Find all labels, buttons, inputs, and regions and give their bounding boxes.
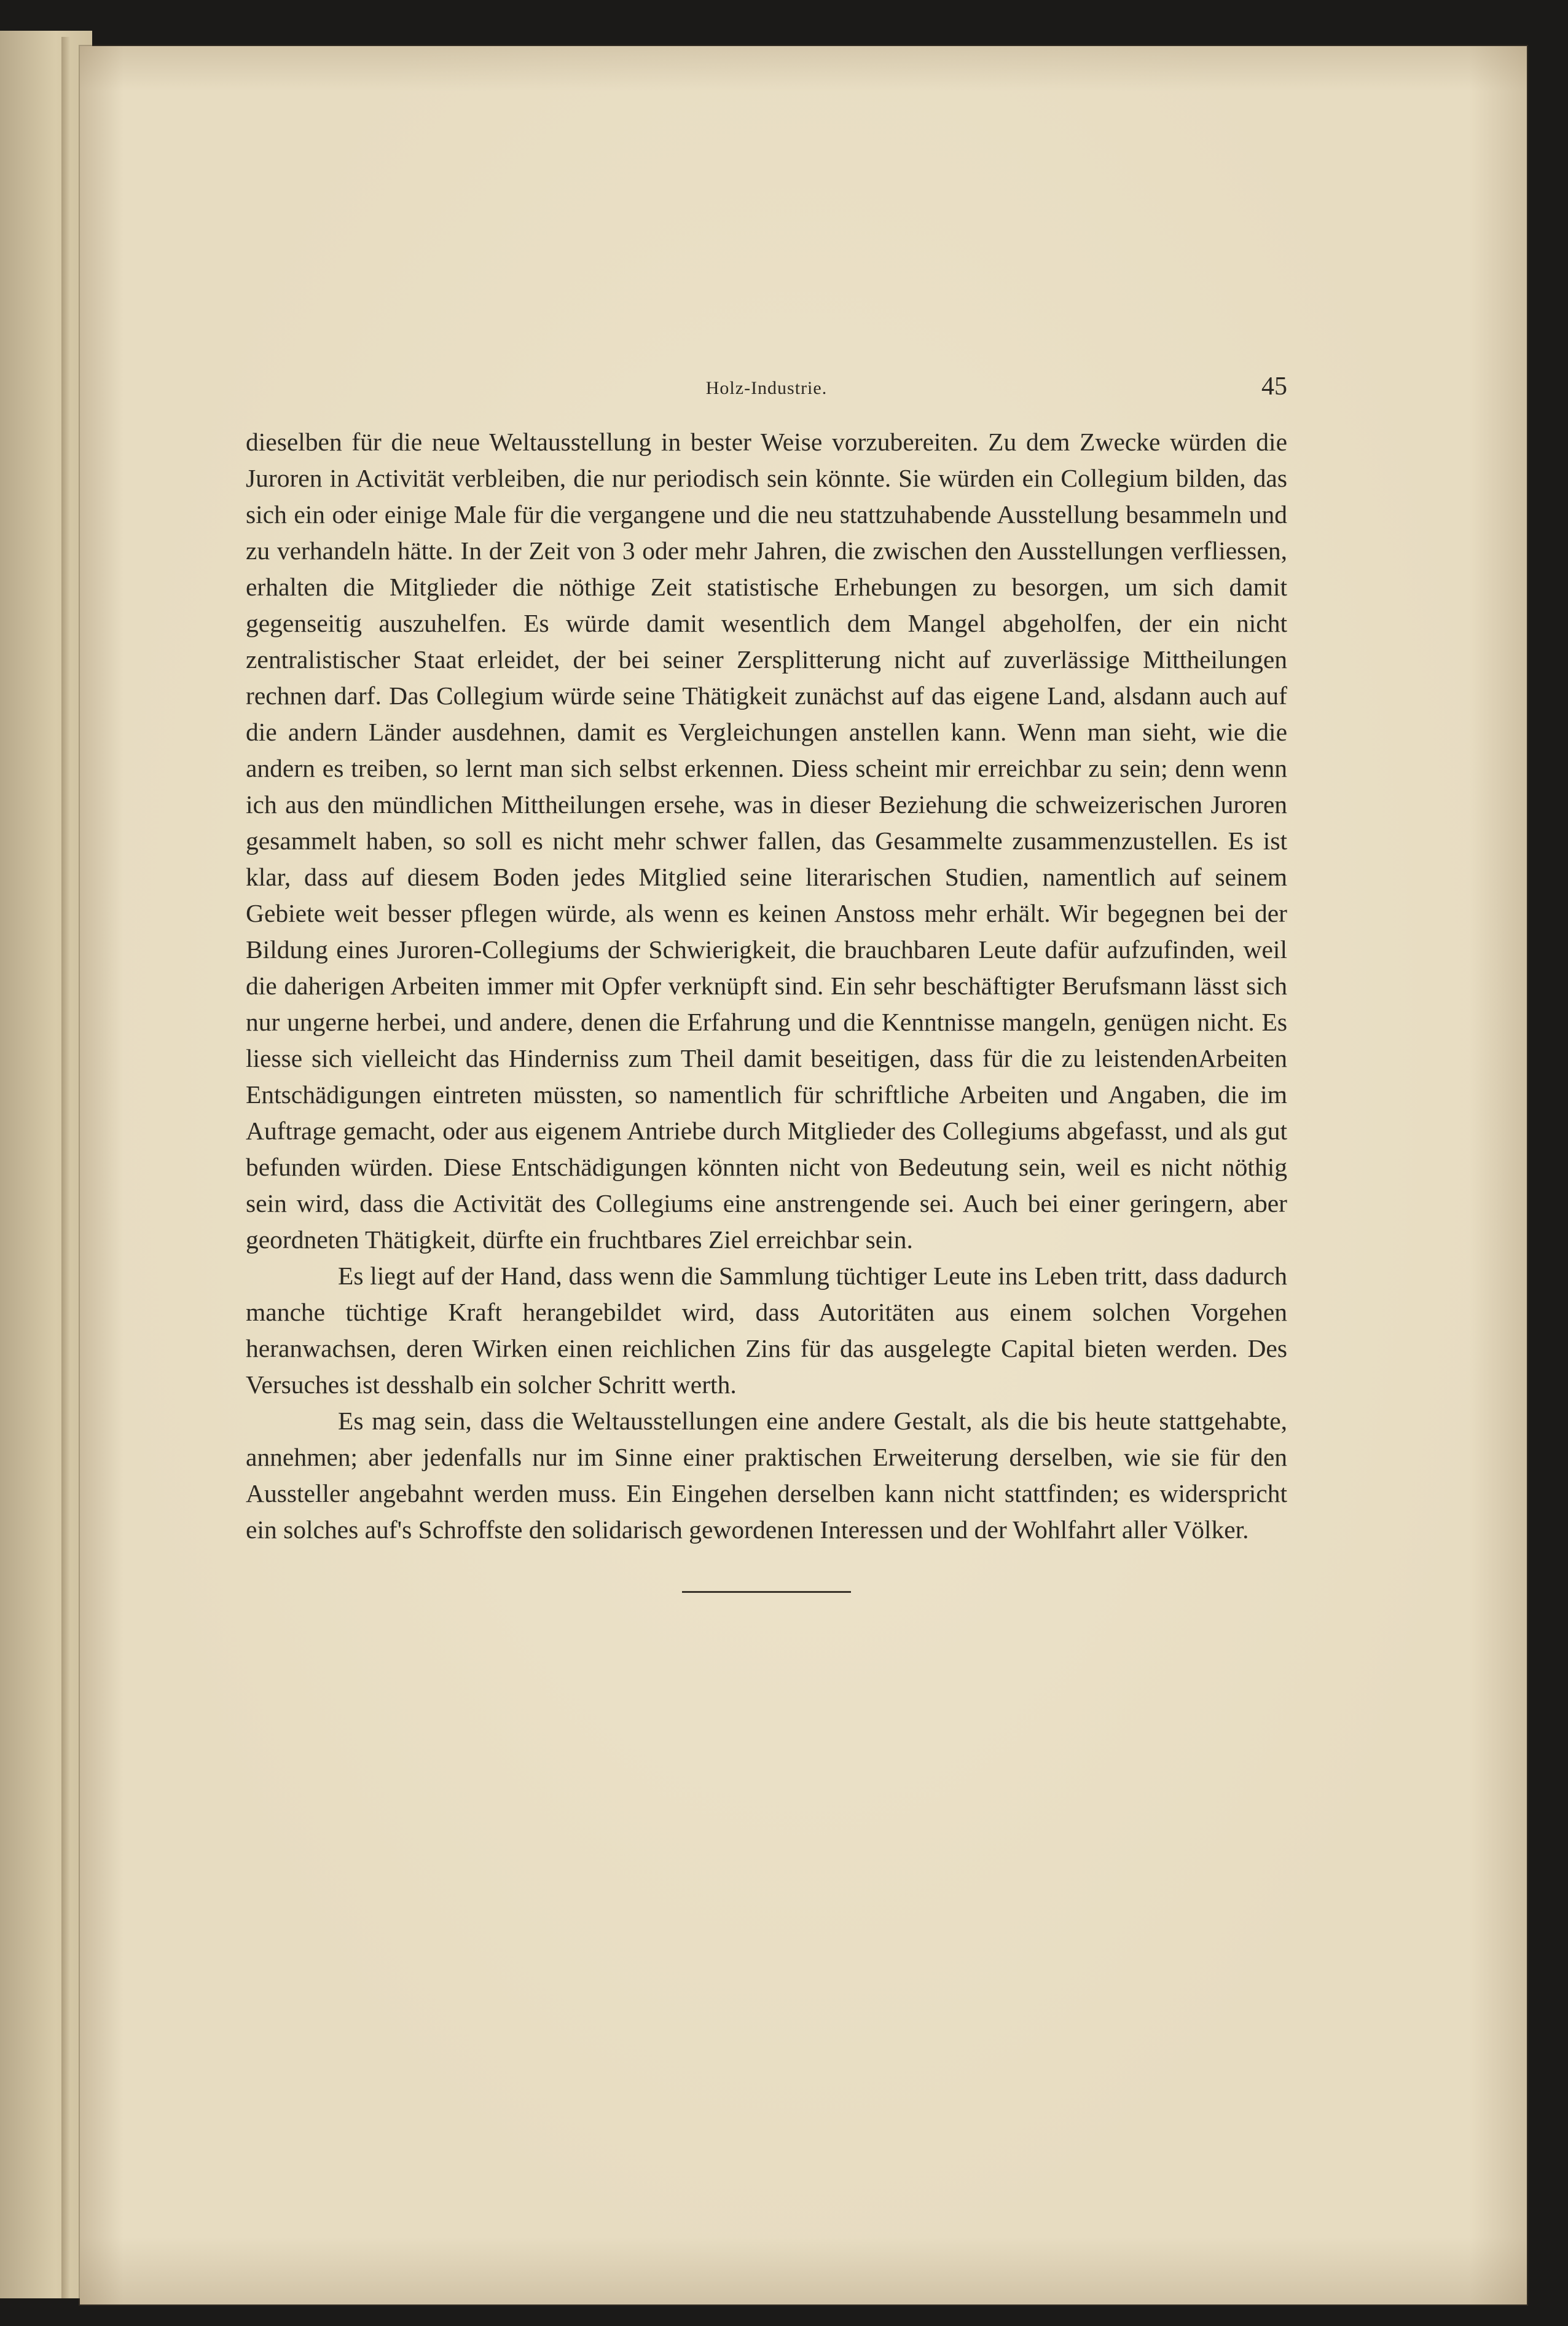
previous-page-edge: [0, 31, 92, 2298]
text-block: [246, 372, 1287, 1593]
page-number: 45: [1261, 372, 1287, 401]
running-title: Holz-Industrie.: [705, 378, 828, 398]
paragraph-3: Es mag sein, dass die Weltausstellungen eine andere Gestalt, als die bis heute stattgehabte, annehmen; aber jedenfalls nur im Sinne einer praktischen Erweiterung derselben, wie sie für den Aussteller angebahnt werden muss. Ein Eingehen derselben kann nicht stattfinden; es widerspricht ein solches auf's Schroffste den solidarisch gewordenen Interessen und der Wohlfahrt aller Völker.: [246, 1407, 1287, 1544]
end-rule: [682, 1591, 851, 1593]
running-head: [246, 372, 1287, 415]
gutter-shadow: [61, 37, 70, 2298]
book-page: [80, 46, 1527, 2304]
paragraph-2: Es liegt auf der Hand, dass wenn die Sammlung tüchtiger Leute ins Leben tritt, dass dadurch manche tüchtige Kraft herangebildet wird, dass Autoritäten aus einem solchen Vorgehen heranwachsen, deren Wirken einen reichlichen Zins für das ausgelegte Capital bieten werden. Des Versuches ist desshalb ein solcher Schritt werth.: [246, 1262, 1287, 1399]
paragraph-1: dieselben für die neue Weltausstellung in bester Weise vorzubereiten. Zu dem Zwecke würden die Juroren in Activität verbleiben, die nur periodisch sein könnte. Sie würden ein Collegium bilden, das sich ein oder einige Male für die vergangene und die neu stattzuhabende Ausstellung besammeln und zu verhandeln hätte. In der Zeit von 3 oder mehr Jahren, die zwischen den Ausstellungen verfliessen, erhalten die Mitglieder die nöthige Zeit statistische Erhebungen zu besorgen, um sich damit gegenseitig auszuhelfen. Es würde damit wesentlich dem Mangel abgeholfen, der ein nicht zentralistischer Staat erleidet, der bei seiner Zersplitterung nicht auf zuverlässige Mittheilungen rechnen darf. Das Collegium würde seine Thätigkeit zunächst auf das eigene Land, alsdann auch auf die andern Länder ausdehnen, damit es Vergleichungen anstellen kann. Wenn man sieht, wie die andern es treiben, so lernt man sich selbst erkennen. Diess scheint mir erreichbar zu sein; denn wenn ich aus den mündlichen Mittheilungen ersehe, was in dieser Beziehung die schweizerischen Juroren gesammelt haben, so soll es nicht mehr schwer fallen, das Gesammelte zusammenzustellen. Es ist klar, dass auf diesem Boden jedes Mitglied seine literarischen Studien, namentlich auf seinem Gebiete weit besser pflegen würde, als wenn es keinen Anstoss mehr erhält. Wir begegnen bei der Bildung eines Juroren-Collegiums der Schwierigkeit, die brauchbaren Leute dafür aufzufinden, weil die daherigen Arbeiten immer mit Opfer verknüpft sind. Ein sehr beschäftigter Berufsmann lässt sich nur ungerne herbei, und andere, denen die Erfahrung und die Kenntnisse mangeln, genügen nicht. Es liesse sich vielleicht das Hinderniss zum Theil damit beseitigen, dass für die zu leistendenArbeiten Entschädigungen eintreten müssten, so namentlich für schriftliche Arbeiten und Angaben, die im Auftrage gemacht, oder aus eigenem Antriebe durch Mitglieder des Collegiums abgefasst, und als gut befunden würden. Diese Entschädigungen könnten nicht von Bedeutung sein, weil es nicht nöthig sein wird, dass die Activität des Collegiums eine anstrengende sei. Auch bei einer geringern, aber geordneten Thätigkeit, dürfte ein fruchtbares Ziel erreichbar sein.: [246, 428, 1287, 1254]
